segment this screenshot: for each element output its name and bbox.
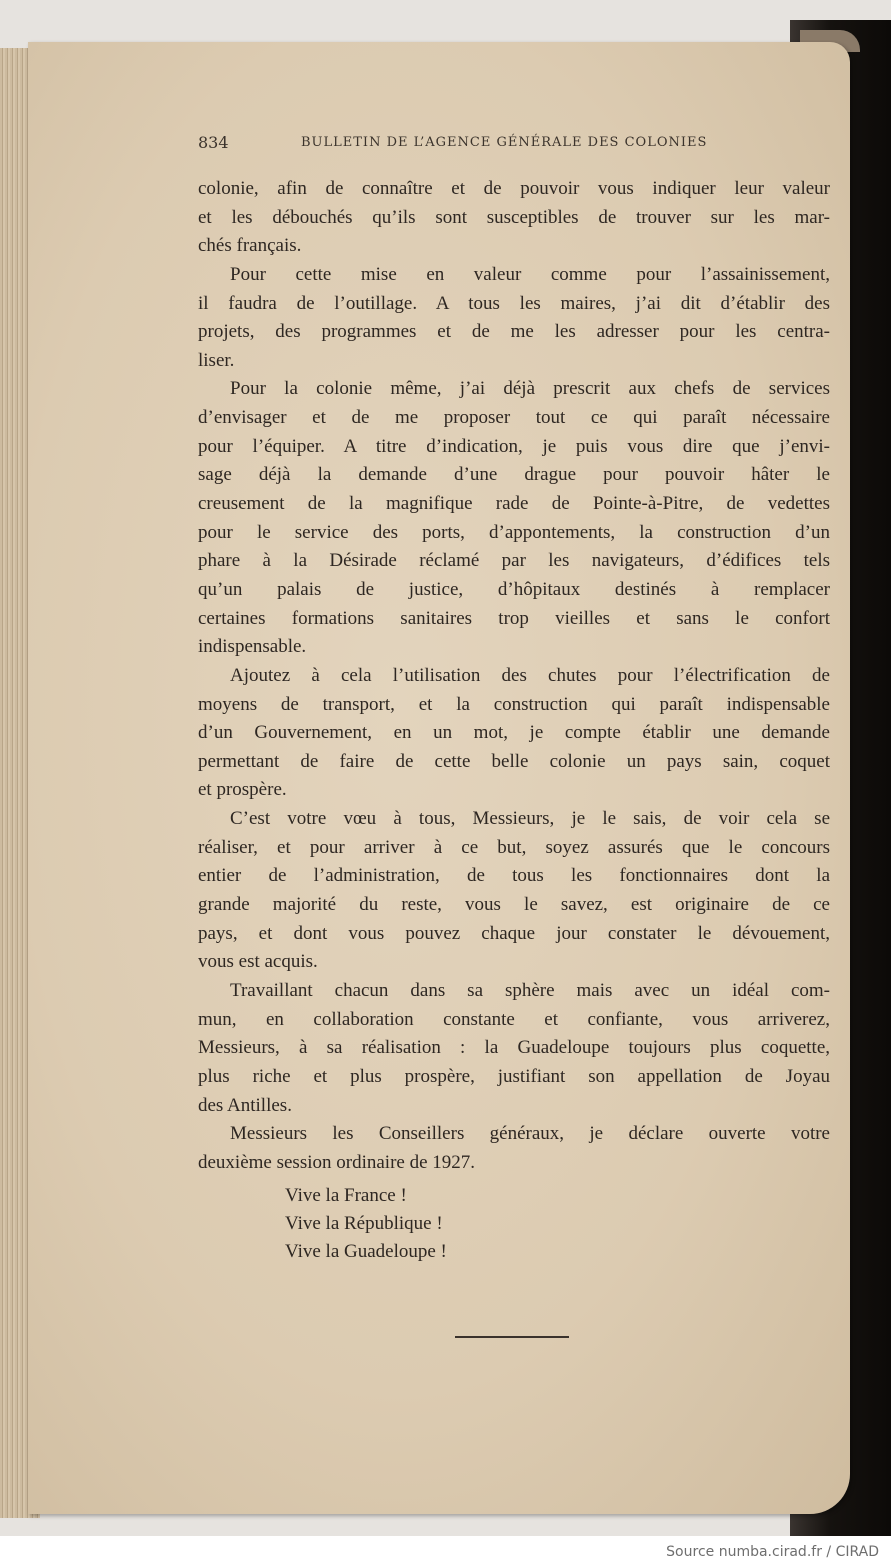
- paragraph-line: liser.: [198, 349, 235, 371]
- paragraph-line: chés français.: [198, 235, 302, 257]
- paragraph-line: moyens de transport, et la construction qui paraît indispensable: [198, 693, 830, 715]
- paragraph-line: d’un Gouvernement, en un mot, je compte établir une demande: [198, 722, 830, 744]
- paragraph-line: plus riche et plus prospère, justifiant son appellation de Joyau: [198, 1065, 830, 1087]
- paragraph-line: il faudra de l’outillage. A tous les maires, j’ai dit d’établir des: [198, 292, 830, 314]
- paragraph-line: mun, en collaboration constante et confiante, vous arriverez,: [198, 1008, 830, 1030]
- page-number: 834: [198, 133, 229, 152]
- paragraph-line: réaliser, et pour arriver à ce but, soyez assurés que le concours: [198, 836, 830, 858]
- paragraph-line: permettant de faire de cette belle colonie un pays sain, coquet: [198, 750, 830, 772]
- paragraph-line: des Antilles.: [198, 1094, 292, 1116]
- paragraph-line: deuxième session ordinaire de 1927.: [198, 1151, 476, 1173]
- paragraph-line: grande majorité du reste, vous le savez, est originaire de ce: [198, 894, 830, 916]
- paragraph-line: sage déjà la demande d’une drague pour pouvoir hâter le: [198, 464, 830, 486]
- paragraph-line: Ajoutez à cela l’utilisation des chutes pour l’électrification de: [230, 664, 830, 686]
- closing-line: Vive la Guadeloupe !: [285, 1241, 447, 1262]
- paragraph-line: d’envisager et de me proposer tout ce qui paraît nécessaire: [198, 407, 830, 429]
- paragraph-line: et les débouchés qu’ils sont susceptibles de trouver sur les mar-: [198, 206, 830, 228]
- paragraph-line: Pour cette mise en valeur comme pour l’assainissement,: [230, 263, 830, 285]
- source-credit: Source numba.cirad.fr / CIRAD: [666, 1544, 879, 1560]
- running-head: BULLETIN DE L’AGENCE GÉNÉRALE DES COLONIES: [301, 135, 708, 150]
- paragraph-line: pour le service des ports, d’appontements, la construction d’un: [198, 521, 830, 543]
- closing-lines: [285, 1182, 447, 1266]
- paragraph-line: colonie, afin de connaître et de pouvoir vous indiquer leur valeur: [198, 178, 830, 199]
- paragraph-line: certaines formations sanitaires trop vieilles et sans le confort: [198, 607, 830, 629]
- paragraph-line: et prospère.: [198, 779, 287, 801]
- paragraph-line: phare à la Désirade réclamé par les navigateurs, d’édifices tels: [198, 550, 830, 572]
- paragraph-line: C’est votre vœu à tous, Messieurs, je le sais, de voir cela se: [230, 808, 830, 830]
- paragraph-line: Messieurs, à sa réalisation : la Guadeloupe toujours plus coquette,: [198, 1037, 830, 1059]
- paragraph-line: projets, des programmes et de me les adresser pour les centra-: [198, 321, 830, 343]
- paragraph-line: pays, et dont vous pouvez chaque jour constater le dévouement,: [198, 922, 830, 944]
- closing-line: Vive la République !: [285, 1213, 443, 1234]
- paragraph-line: entier de l’administration, de tous les fonctionnaires dont la: [198, 865, 830, 887]
- paragraph-line: indispensable.: [198, 636, 307, 658]
- paragraph-line: Travaillant chacun dans sa sphère mais avec un idéal com-: [230, 979, 830, 1001]
- paragraph-line: qu’un palais de justice, d’hôpitaux destinés à remplacer: [198, 578, 830, 600]
- end-rule: [455, 1336, 569, 1338]
- paragraph-line: pour l’équiper. A titre d’indication, je puis vous dire que j’envi-: [198, 435, 830, 457]
- paragraph-line: creusement de la magnifique rade de Pointe-à-Pitre, de vedettes: [198, 493, 830, 515]
- body-text: [198, 175, 830, 1177]
- paragraph-line: vous est acquis.: [198, 951, 318, 973]
- paragraph-line: Messieurs les Conseillers généraux, je déclare ouverte votre: [230, 1123, 830, 1145]
- paragraph-line: Pour la colonie même, j’ai déjà prescrit aux chefs de services: [230, 378, 830, 400]
- closing-line: Vive la France !: [285, 1185, 407, 1206]
